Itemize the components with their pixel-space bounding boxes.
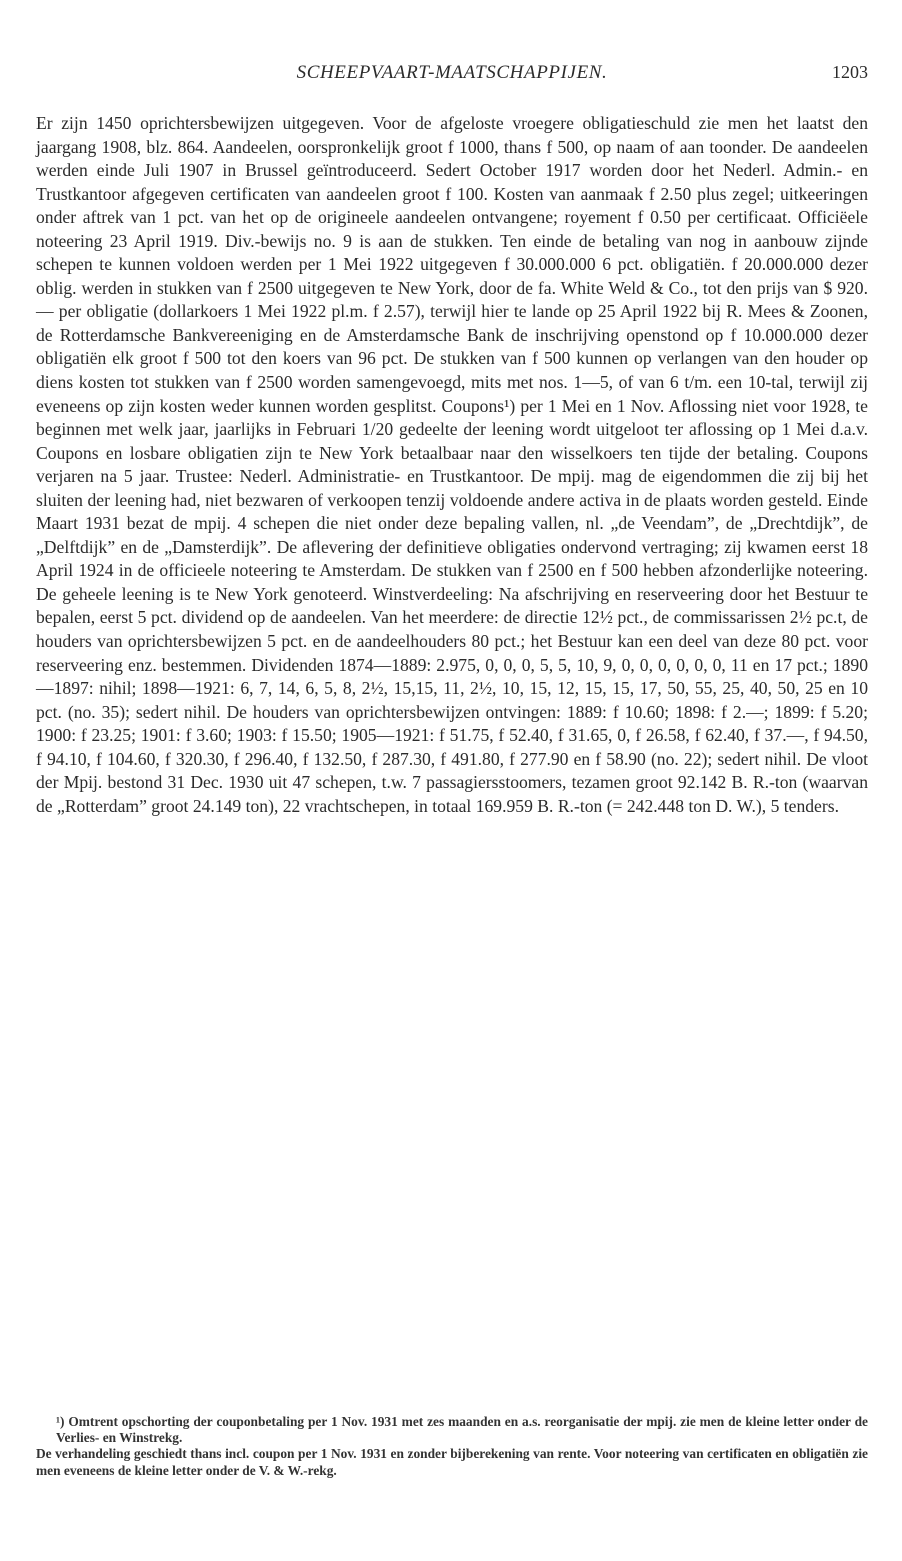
document-page <box>36 0 868 1561</box>
main-paragraph: Er zijn 1450 oprichtersbewijzen uitgegeven. Voor de afgeloste vroegere obligatieschuld zie men het laatst den jaargang 1908, blz. 864. Aandeelen, oorspronkelijk groot f 1000, thans f 500, op naam of aan toonder. De aandeelen werden einde Juli 1907 in Brussel geïntroduceerd. Sedert October 1917 worden door het Nederl. Admin.- en Trustkantoor afgegeven certificaten van aandeelen groot f 100. Kosten van aanmaak f 2.50 plus zegel; uitkeeringen onder aftrek van 1 pct. van het op de origineele aandeelen ontvangene; royement f 0.50 per certificaat. Officiëele noteering 23 April 1919. Div.-bewijs no. 9 is aan de stukken. Ten einde de betaling van nog in aanbouw zijnde schepen te kunnen voldoen werden per 1 Mei 1922 uitgegeven f 30.000.000 6 pct. obligatiën. f 20.000.000 dezer oblig. werden in stukken van f 2500 uitgegeven te New York, door de fa. White Weld & Co., tot den prijs van $ 920.— per obligatie (dollarkoers 1 Mei 1922 pl.m. f 2.57), terwijl hier te lande op 25 April 1922 bij R. Mees & Zoonen, de Rotterdamsche Bankvereeniging en de Amsterdamsche Bank de inschrijving openstond op f 10.000.000 dezer obligatiën elk groot f 500 tot den koers van 96 pct. De stukken van f 500 kunnen op verlangen van den houder op diens kosten tot stukken van f 2500 worden samengevoegd, mits met nos. 1—5, of van 6 t/m. een 10-tal, terwijl zij eveneens op zijn kosten weder kunnen worden gesplitst. Coupons¹) per 1 Mei en 1 Nov. Aflossing niet voor 1928, te beginnen met welk jaar, jaarlijks in Februari 1/20 gedeelte der leening wordt uitgeloot ter aflossing op 1 Mei d.a.v. Coupons en losbare obligatien zijn te New York betaalbaar naar den wisselkoers ten tijde der betaling. Coupons verjaren na 5 jaar. Trustee: Nederl. Administratie- en Trustkantoor. De mpij. mag de eigendommen die zij bij het sluiten der leening had, niet bezwaren of verkoopen tenzij voldoende andere activa in de plaats worden gesteld. Einde Maart 1931 bezat de mpij. 4 schepen die niet onder deze bepaling vallen, nl. „de Veendam”, de „Drechtdijk”, de „Delftdijk” en de „Damsterdijk”. De aflevering der definitieve obligaties ondervond vertraging; zij kwamen eerst 18 April 1924 in de officieele noteering te Amsterdam. De stukken van f 2500 en f 500 hebben afzonderlijke noteering. De geheele leening is te New York genoteerd. Winstverdeeling: Na afschrijving en reserveering door het Bestuur te bepalen, eerst 5 pct. dividend op de aandeelen. Van het meerdere: de directie 12½ pct., de commissarissen 2½ pc.t, de houders van oprichtersbewijzen 5 pct. en de aandeelhouders 80 pct.; het Bestuur kan een deel van deze 80 pct. voor reserveering enz. bestemmen. Dividenden 1874—1889: 2.975, 0, 0, 0, 5, 5, 10, 9, 0, 0, 0, 0, 0, 0, 11 en 17 pct.; 1890—1897: nihil; 1898—1921: 6, 7, 14, 6, 5, 8, 2½, 15,15, 11, 2½, 10, 15, 12, 15, 15, 17, 50, 55, 25, 40, 50, 25 en 10 pct. (no. 35); sedert nihil. De houders van oprichtersbewijzen ontvingen: 1889: f 10.60; 1898: f 2.—; 1899: f 5.20; 1900: f 23.25; 1901: f 3.60; 1903: f 15.50; 1905—1921: f 51.75, f 52.40, f 31.65, 0, f 26.58, f 62.40, f 37.—, f 94.50, f 94.10, f 104.60, f 320.30, f 296.40, f 132.50, f 287.30, f 491.80, f 277.90 en f 58.90 (no. 22); sedert nihil. De vloot der Mpij. bestond 31 Dec. 1930 uit 47 schepen, t.w. 7 passagiersstoomers, tezamen groot 92.142 B. R.-ton (waarvan de „Rotterdam” groot 24.149 ton), 22 vrachtschepen, in totaal 169.959 B. R.-ton (= 242.448 ton D. W.), 5 tenders. <box>36 113 868 816</box>
page-number: 1203 <box>832 62 868 82</box>
page-header <box>36 62 868 86</box>
footnotes <box>36 1414 868 1479</box>
footnote-1: ¹) Omtrent opschorting der couponbetaling per 1 Nov. 1931 met zes maanden en a.s. reorganisatie der mpij. zie men de kleine letter onder de Verlies- en Winstrekg. <box>56 1414 868 1446</box>
running-title: SCHEEPVAART-MAATSCHAPPIJEN. <box>296 62 608 83</box>
footnote-2: De verhandeling geschiedt thans incl. coupon per 1 Nov. 1931 en zonder bijberekening van rente. Voor noteering van certificaten en obligatiën zie men eveneens de kleine letter onder de V. & W.-rekg. <box>36 1446 868 1478</box>
body-text <box>36 112 868 818</box>
